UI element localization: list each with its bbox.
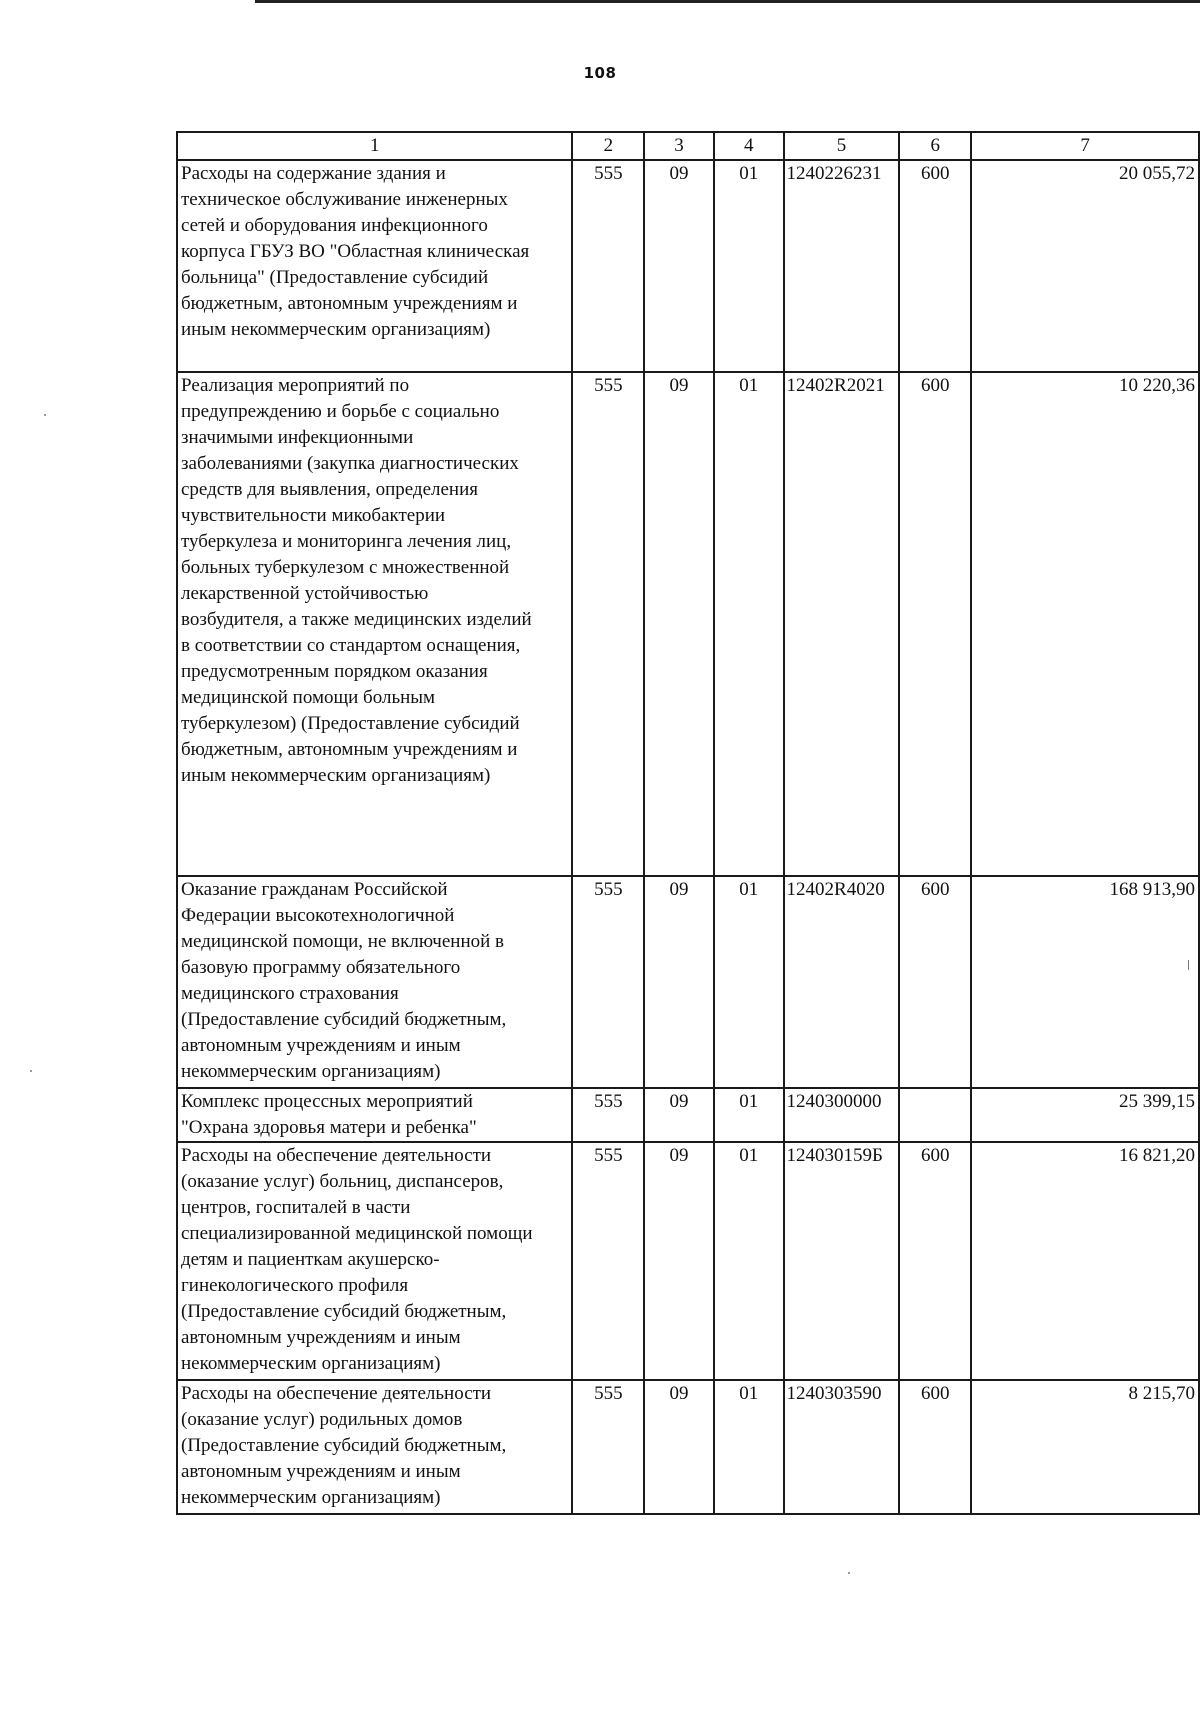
row-code-6: 600 (899, 1380, 971, 1514)
row-description: Расходы на обеспечение деятельности (оказание услуг) больниц, диспансеров, центров, госпиталей в части специализированной медицинской помощи детям и пациенткам акушерско- гинекологического профиля (Предоставление субсидий бюджетным, автономным учреждениям и иным некоммерческим организациям) (177, 1142, 572, 1380)
row-code-5: 12402R2021 (784, 372, 900, 876)
row-code-2: 555 (572, 1142, 644, 1380)
row-code-4: 01 (714, 1380, 784, 1514)
scan-speck (1188, 960, 1189, 970)
budget-table (176, 131, 1200, 1515)
row-code-5: 1240300000 (784, 1088, 900, 1142)
scan-speck (848, 1572, 850, 1574)
row-code-5: 124030159Б (784, 1142, 900, 1380)
row-code-2: 555 (572, 1088, 644, 1142)
row-code-5: 1240226231 (784, 160, 900, 372)
row-code-3: 09 (644, 372, 714, 876)
row-amount: 10 220,36 (971, 372, 1199, 876)
row-code-4: 01 (714, 1142, 784, 1380)
row-code-3: 09 (644, 160, 714, 372)
row-code-4: 01 (714, 876, 784, 1088)
table-row (177, 160, 1199, 372)
header-cell: 4 (714, 132, 784, 160)
header-cell: 7 (971, 132, 1199, 160)
row-code-2: 555 (572, 372, 644, 876)
table-row (177, 1380, 1199, 1514)
header-cell: 6 (899, 132, 971, 160)
row-amount: 16 821,20 (971, 1142, 1199, 1380)
row-code-6: 600 (899, 160, 971, 372)
row-code-3: 09 (644, 876, 714, 1088)
row-description: Расходы на обеспечение деятельности (оказание услуг) родильных домов (Предоставление субсидий бюджетным, автономным учреждениям и иным некоммерческим организациям) (177, 1380, 572, 1514)
row-code-5: 12402R4020 (784, 876, 900, 1088)
top-scan-rule (255, 0, 1200, 3)
row-code-6: 600 (899, 876, 971, 1088)
row-code-2: 555 (572, 876, 644, 1088)
row-description: Оказание гражданам Российской Федерации высокотехнологичной медицинской помощи, не включенной в базовую программу обязательного медицинского страхования (Предоставление субсидий бюджетным, автономным учреждениям и иным некоммерческим организациям) (177, 876, 572, 1088)
header-cell: 2 (572, 132, 644, 160)
row-code-3: 09 (644, 1088, 714, 1142)
row-code-2: 555 (572, 160, 644, 372)
table-header-row (177, 132, 1199, 160)
row-amount: 168 913,90 (971, 876, 1199, 1088)
row-code-6: 600 (899, 1142, 971, 1380)
row-code-6: 600 (899, 372, 971, 876)
row-code-5: 1240303590 (784, 1380, 900, 1514)
table-row (177, 1142, 1199, 1380)
row-description: Комплекс процессных мероприятий "Охрана здоровья матери и ребенка" (177, 1088, 572, 1142)
row-code-3: 09 (644, 1380, 714, 1514)
row-amount: 8 215,70 (971, 1380, 1199, 1514)
header-cell: 5 (784, 132, 900, 160)
row-amount: 25 399,15 (971, 1088, 1199, 1142)
row-code-4: 01 (714, 1088, 784, 1142)
header-cell: 1 (177, 132, 572, 160)
row-description: Расходы на содержание здания и техническое обслуживание инженерных сетей и оборудования инфекционного корпуса ГБУЗ ВО "Областная клиническая больница" (Предоставление субсидий бюджетным, автономным учреждениям и иным некоммерческим организациям) (177, 160, 572, 372)
row-description: Реализация мероприятий по предупреждению и борьбе с социально значимыми инфекционными заболеваниями (закупка диагностических средств для выявления, определения чувствительности микобактерии туберкулеза и мониторинга лечения лиц, больных туберкулезом с множественной лекарственной устойчивостью возбудителя, а также медицинских изделий в соответствии со стандартом оснащения, предусмотренным порядком оказания медицинской помощи больным туберкулезом) (Предоставление субсидий бюджетным, автономным учреждениям и иным некоммерческим организациям) (177, 372, 572, 876)
scan-speck (44, 414, 46, 416)
table-row (177, 372, 1199, 876)
row-code-2: 555 (572, 1380, 644, 1514)
row-code-4: 01 (714, 372, 784, 876)
header-cell: 3 (644, 132, 714, 160)
page-number: 108 (583, 64, 617, 82)
row-amount: 20 055,72 (971, 160, 1199, 372)
row-code-4: 01 (714, 160, 784, 372)
table-row (177, 876, 1199, 1088)
scan-speck (30, 1070, 32, 1072)
row-code-6 (899, 1088, 971, 1142)
row-code-3: 09 (644, 1142, 714, 1380)
table-row (177, 1088, 1199, 1142)
